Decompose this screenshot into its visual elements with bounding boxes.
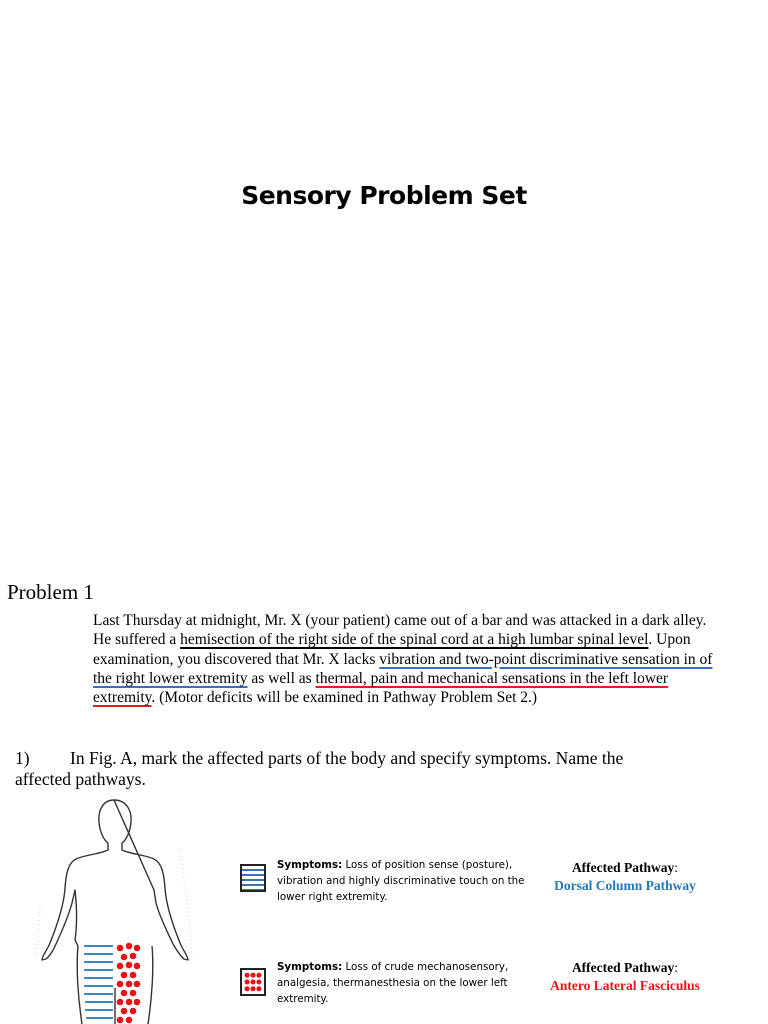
pathway-label: Affected Pathway <box>571 860 675 875</box>
symptoms-anterolateral <box>277 959 527 1007</box>
pathway-name: Antero Lateral Fasciculus <box>550 978 700 993</box>
symptoms-label: Symptoms: <box>277 859 343 871</box>
symptoms-dorsal <box>277 857 527 905</box>
question-number: 1) <box>15 748 30 768</box>
body-figure <box>30 798 200 1024</box>
underlined-dorsal-deficit: vibration and two-point discriminative sensation in of the right lower extremity <box>93 650 713 687</box>
underlined-injury: hemisection of the right side of the spinal cord at a high lumbar spinal level <box>180 631 649 649</box>
dotted-legend-swatch <box>240 968 266 996</box>
pathway-anterolateral: Affected Pathway: Antero Lateral Fasciculus <box>525 959 725 995</box>
anterolateral-marking <box>117 943 141 1024</box>
underlined-anterolateral-deficit: thermal, pain and mechanical sensations in the left lower extremity <box>93 669 669 707</box>
paragraph-text: . Upon examination, you discovered that Mr. X lacks <box>93 631 691 668</box>
paragraph-text: . (Motor deficits will be examined in Pathway Problem Set 2.) <box>151 689 538 707</box>
problem-heading: Problem 1 <box>7 580 94 604</box>
question-line-1: In Fig. A, mark the affected parts of the body and specify symptoms. Name the <box>70 748 624 768</box>
paragraph-text: as well as <box>247 669 316 687</box>
problem-paragraph <box>93 611 713 707</box>
pathway-label: Affected Pathway <box>571 960 675 975</box>
symptoms-text: Loss of position sense (posture), vibration and highly discriminative touch on the lower right extremity. <box>277 859 525 903</box>
paragraph-text: Last Thursday at midnight, Mr. X (your patient) came out of a bar and was attacked in a dark alley. He suffered a <box>93 612 707 649</box>
question-line-2: affected pathways. <box>15 769 146 789</box>
dorsal-column-marking <box>84 946 113 1018</box>
pathway-name: Dorsal Column Pathway <box>554 878 696 893</box>
body-outline <box>42 800 188 960</box>
pathway-dorsal: Affected Pathway: Dorsal Column Pathway <box>525 859 725 895</box>
page-title: Sensory Problem Set <box>241 181 527 210</box>
symptoms-label: Symptoms: <box>277 961 343 973</box>
symptoms-text: Loss of crude mechanosensory, analgesia, thermanesthesia on the lower left extremity. <box>277 961 509 1005</box>
striped-legend-swatch <box>240 864 266 892</box>
